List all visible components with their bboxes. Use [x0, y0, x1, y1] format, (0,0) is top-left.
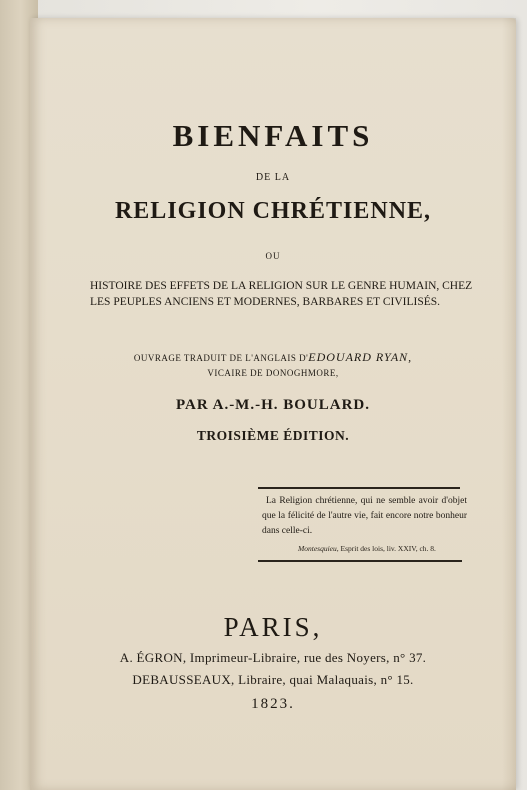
imprint-city: PARIS,	[223, 612, 323, 642]
epigraph-attribution	[298, 544, 468, 553]
translation-line	[30, 350, 516, 365]
edition-line: TROISIÈME ÉDITION.	[196, 428, 350, 443]
book-subtitle: RELIGION CHRÉTIENNE,	[114, 198, 432, 224]
epigraph-quote: La Religion chrétienne, qui ne semble avoir d'objet que la félicité de l'autre vie, fait encore notre bonheur dans celle-ci.	[262, 496, 467, 536]
author-title: VICAIRE DE DONOGHMORE,	[207, 368, 339, 378]
ou-line: OU	[265, 251, 281, 261]
title-page	[30, 18, 516, 790]
imprint-year: 1823.	[251, 696, 295, 712]
epigraph-rule-top	[258, 487, 460, 489]
translator-line: PAR A.-M.-H. BOULARD.	[175, 397, 371, 413]
book-title: BIENFAITS	[172, 118, 374, 153]
epigraph-source: , Esprit des lois, liv. XXIV, ch. 8.	[336, 544, 436, 553]
imprint-printer-1: A. ÉGRON, Imprimeur-Libraire, rue des Noyers, n° 37.	[119, 650, 427, 665]
translation-prefix: OUVRAGE TRADUIT DE L'ANGLAIS D'	[133, 353, 309, 363]
histoire-description: HISTOIRE DES EFFETS DE LA RELIGION SUR LE GENRE HUMAIN, CHEZ LES PEUPLES ANCIENS ET MODERNES, BARBARES ET CIVILISÉS.	[90, 280, 473, 308]
de-la-line: DE LA	[255, 172, 291, 183]
epigraph-rule-bottom	[258, 560, 462, 562]
imprint-printer-2: DEBAUSSEAUX, Libraire, quai Malaquais, n° 15.	[132, 672, 414, 687]
original-author: EDOUARD RYAN,	[308, 350, 413, 364]
epigraph-author: Montesquieu	[298, 544, 337, 553]
